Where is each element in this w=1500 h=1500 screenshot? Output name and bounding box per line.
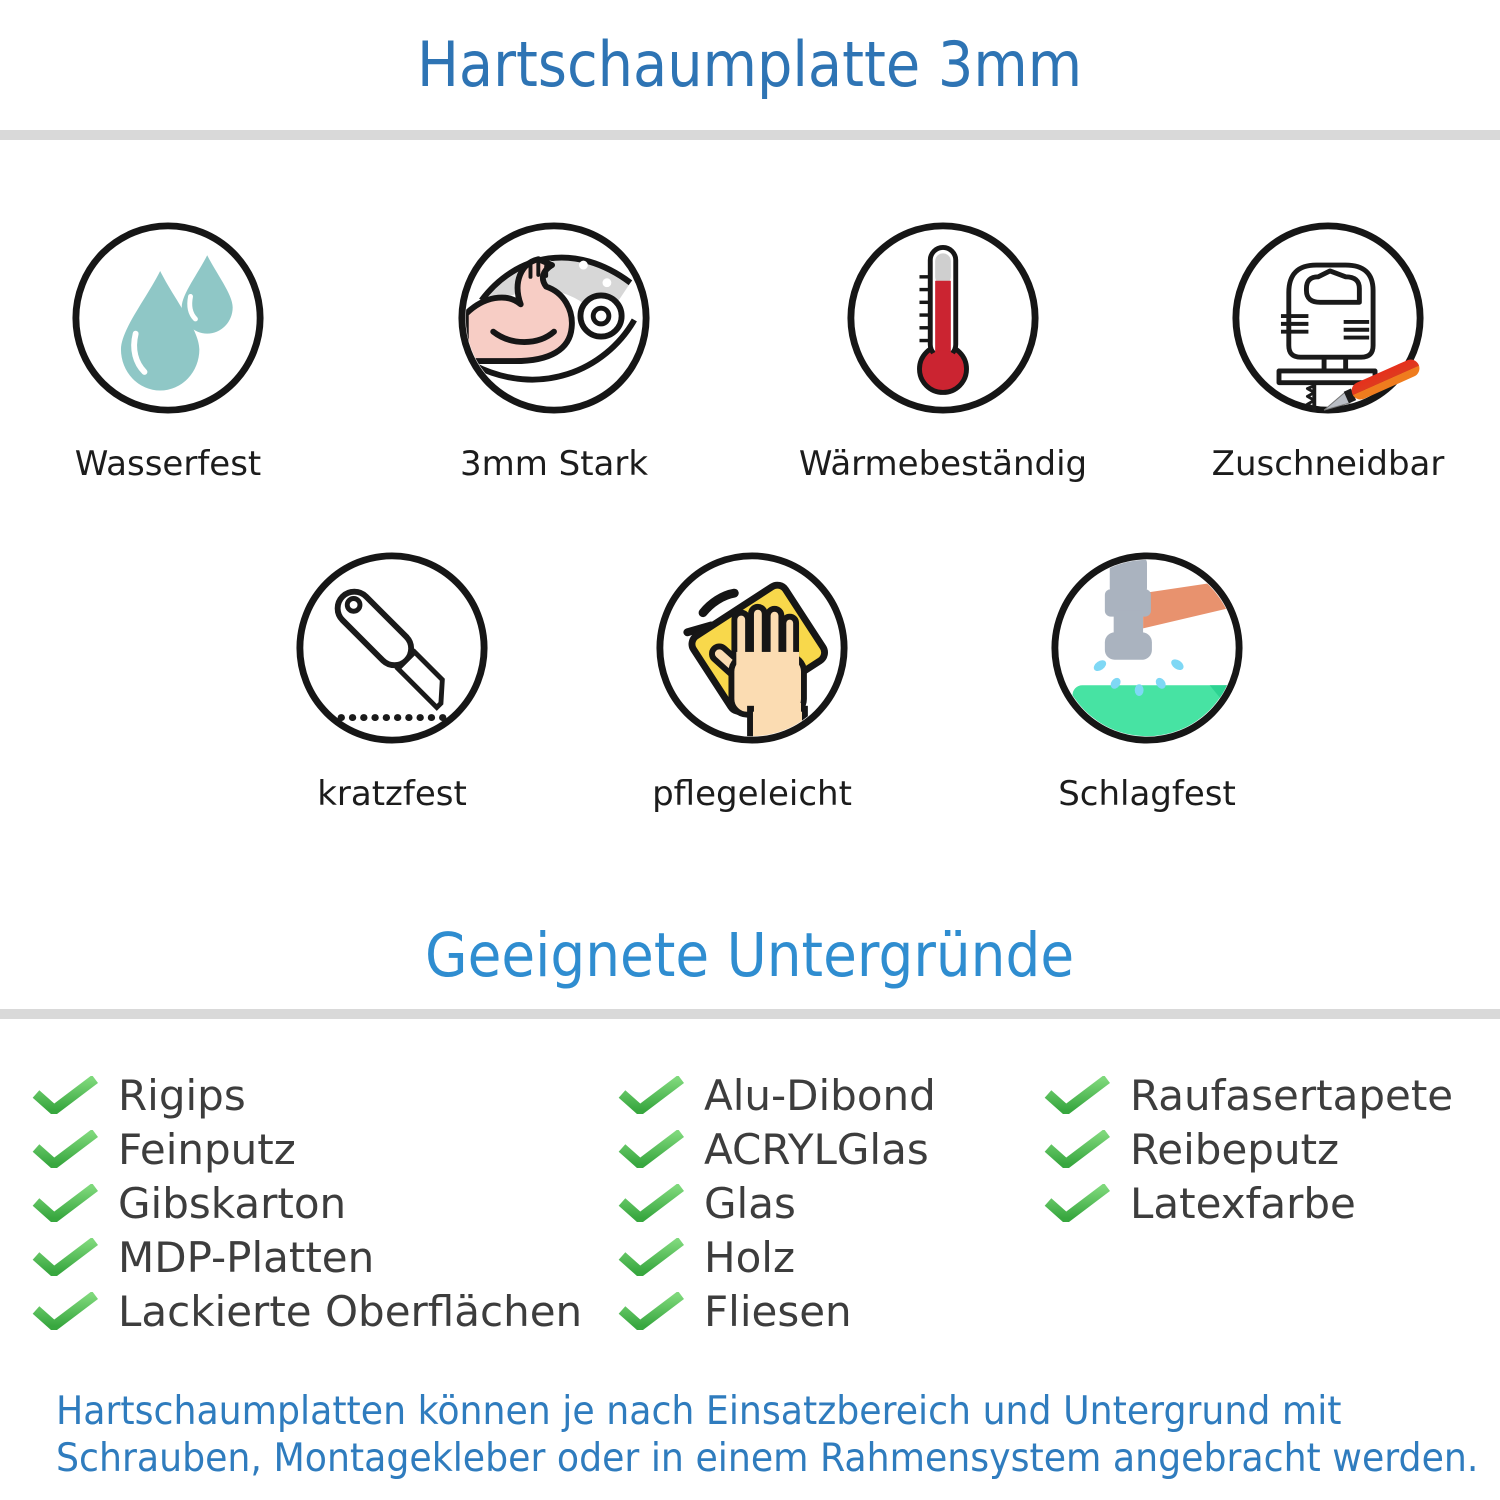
- divider-bar-bottom: [0, 1009, 1500, 1019]
- mounting-note-line2: Schrauben, Montagekleber oder in einem Rahmensystem angebracht werden.: [56, 1436, 1479, 1481]
- feature-label: Zuschneidbar: [1211, 444, 1445, 484]
- list-item: [32, 1176, 582, 1230]
- feature-wasserfest: [0, 220, 338, 484]
- divider-bar-top: [0, 130, 1500, 140]
- list-item: [32, 1068, 582, 1122]
- feature-schlagfest: [977, 550, 1317, 814]
- feature-label: 3mm Stark: [459, 444, 649, 484]
- page-title-text: Hartschaumplatte 3mm: [417, 28, 1083, 101]
- feature-label: Wärmebeständig: [798, 444, 1088, 484]
- list-item: [1044, 1176, 1453, 1230]
- substrate-label: Glas: [704, 1178, 796, 1228]
- feature-zuschneidbar: [1158, 220, 1498, 484]
- feature-waermebestaendig: [773, 220, 1113, 484]
- substrate-label: Lackierte Oberflächen: [118, 1286, 583, 1336]
- list-item: [32, 1284, 582, 1338]
- feature-label: Wasserfest: [74, 444, 262, 484]
- feature-pflegeleicht: [582, 550, 922, 814]
- check-icon: [32, 1238, 98, 1276]
- substrate-label: MDP-Platten: [118, 1232, 375, 1282]
- page-title: [0, 28, 1500, 101]
- substrate-column-3: [1044, 1068, 1453, 1230]
- hammer-icon: [977, 550, 1317, 750]
- mounting-note-line1: Hartschaumplatten können je nach Einsatzbereich und Untergrund mit: [56, 1389, 1342, 1434]
- mounting-note: [56, 1388, 1500, 1482]
- utility-knife-icon: [222, 550, 562, 750]
- substrate-column-1: [32, 1068, 582, 1338]
- substrate-label: Gibskarton: [118, 1178, 347, 1228]
- list-item: [1044, 1122, 1453, 1176]
- check-icon: [32, 1130, 98, 1168]
- section-title-text: Geeignete Untergründe: [425, 920, 1075, 991]
- list-item: [618, 1068, 936, 1122]
- substrate-column-2: [618, 1068, 936, 1338]
- section-title-untergruende: [0, 920, 1500, 991]
- substrate-label: Fliesen: [704, 1286, 852, 1336]
- list-item: [32, 1122, 582, 1176]
- hand-cloth-icon: [582, 550, 922, 750]
- list-item: [32, 1230, 582, 1284]
- check-icon: [618, 1238, 684, 1276]
- list-item: [1044, 1068, 1453, 1122]
- substrate-label: Raufasertapete: [1130, 1070, 1454, 1120]
- substrate-label: Reibeputz: [1130, 1124, 1340, 1174]
- water-drops-icon: [0, 220, 338, 420]
- list-item: [618, 1122, 936, 1176]
- thermometer-icon: [773, 220, 1113, 420]
- check-icon: [618, 1130, 684, 1168]
- check-icon: [32, 1076, 98, 1114]
- list-item: [618, 1284, 936, 1338]
- check-icon: [618, 1076, 684, 1114]
- muscle-arm-roll-icon: [384, 220, 724, 420]
- substrate-label: Latexfarbe: [1130, 1178, 1356, 1228]
- feature-label: Schlagfest: [1058, 774, 1236, 814]
- check-icon: [1044, 1184, 1110, 1222]
- list-item: [618, 1176, 936, 1230]
- list-item: [618, 1230, 936, 1284]
- feature-label: pflegeleicht: [652, 774, 852, 814]
- check-icon: [1044, 1130, 1110, 1168]
- substrate-label: ACRYLGlas: [704, 1124, 929, 1174]
- check-icon: [32, 1184, 98, 1222]
- jigsaw-knife-icon: [1158, 220, 1498, 420]
- check-icon: [618, 1184, 684, 1222]
- substrate-label: Rigips: [118, 1070, 246, 1120]
- substrate-label: Alu-Dibond: [704, 1070, 936, 1120]
- feature-label: kratzfest: [317, 774, 467, 814]
- substrate-label: Feinputz: [118, 1124, 296, 1174]
- check-icon: [32, 1292, 98, 1330]
- check-icon: [618, 1292, 684, 1330]
- feature-kratzfest: [222, 550, 562, 814]
- check-icon: [1044, 1076, 1110, 1114]
- feature-3mm-stark: [384, 220, 724, 484]
- substrate-label: Holz: [704, 1232, 795, 1282]
